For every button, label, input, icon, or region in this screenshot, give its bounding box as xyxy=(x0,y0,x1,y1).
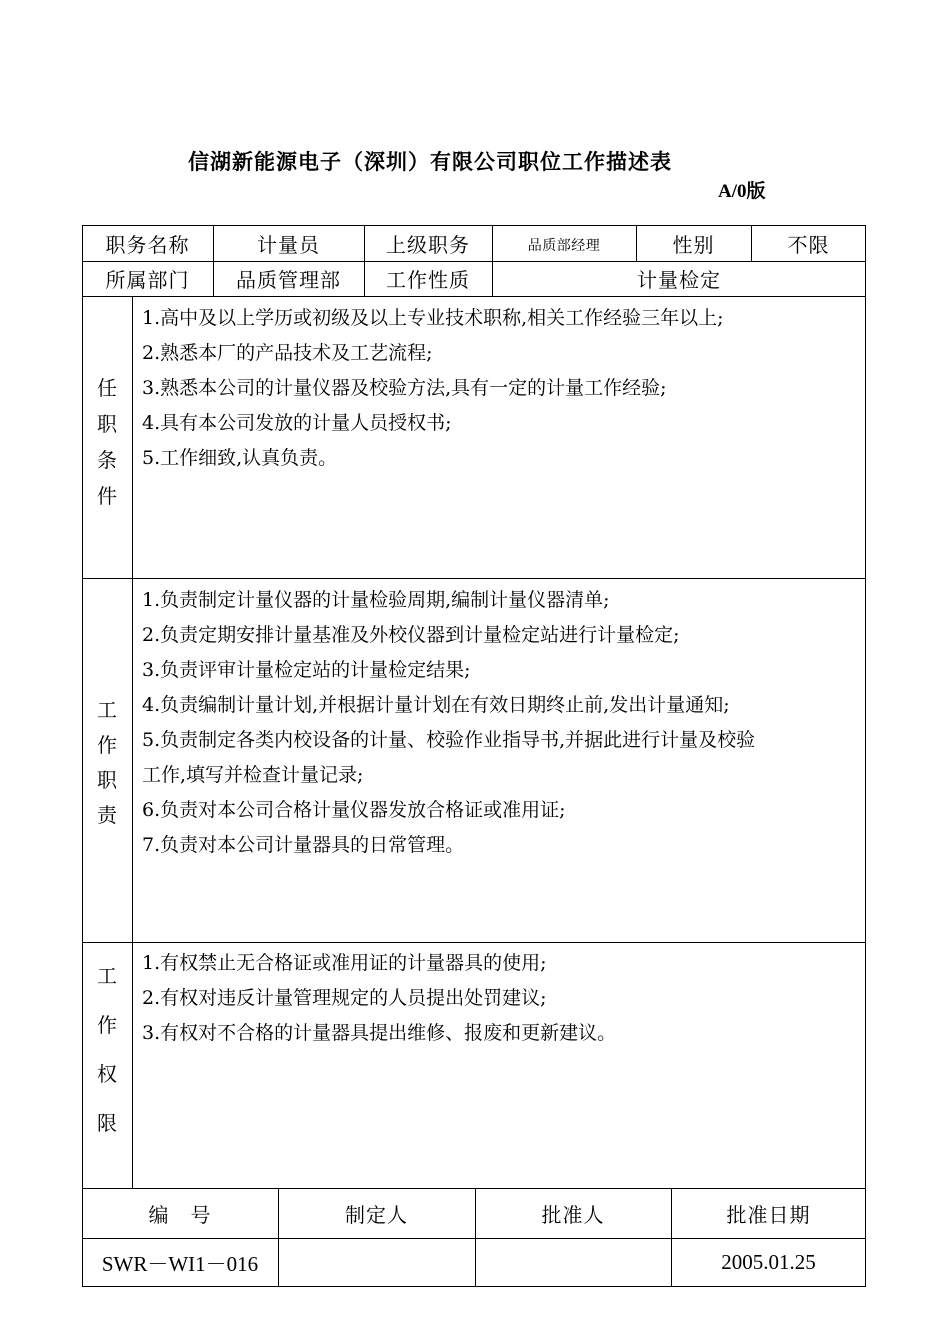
list-item: 4.负责编制计量计划,并根据计量计划在有效日期终止前,发出计量通知; xyxy=(142,694,730,716)
duties-list xyxy=(142,583,862,863)
author-value xyxy=(278,1238,475,1287)
list-item: 1.有权禁止无合格证或准用证的计量器具的使用; xyxy=(142,952,547,974)
work-nature-value: 计量检定 xyxy=(637,268,721,292)
approval-date-value: 2005.01.25 xyxy=(721,1250,816,1274)
col-divider xyxy=(132,296,133,1188)
approver-value xyxy=(475,1238,671,1287)
gender-label: 性别 xyxy=(672,232,715,257)
list-item: 1.高中及以上学历或初级及以上专业技术职称,相关工作经验三年以上; xyxy=(142,307,724,329)
version-label: A/0版 xyxy=(718,181,766,202)
superior-label: 上级职务 xyxy=(386,232,470,257)
list-item: 6.负责对本公司合格计量仪器发放合格证或准用证; xyxy=(142,799,566,821)
work-nature-label: 工作性质 xyxy=(386,268,470,292)
footer-header-approver: 批准人 xyxy=(541,1202,605,1227)
list-item: 5.工作细致,认真负责。 xyxy=(142,447,338,469)
list-item: 3.熟悉本公司的计量仪器及校验方法,具有一定的计量工作经验; xyxy=(142,377,667,399)
gender-value: 不限 xyxy=(787,232,830,257)
row-divider xyxy=(82,578,866,579)
authority-section-label: 工 作 权 限 xyxy=(97,964,117,1135)
department-label: 所属部门 xyxy=(105,268,190,292)
list-item: 4.具有本公司发放的计量人员授权书; xyxy=(142,412,452,434)
row-divider xyxy=(82,296,866,297)
list-item: 3.负责评审计量检定站的计量检定结果; xyxy=(142,659,471,681)
footer-header-approval-date: 批准日期 xyxy=(726,1202,811,1227)
list-item: 2.熟悉本厂的产品技术及工艺流程; xyxy=(142,342,433,364)
list-item: 5.负责制定各类内校设备的计量、校验作业指导书,并据此进行计量及校验 xyxy=(142,729,756,751)
list-item: 2.有权对违反计量管理规定的人员提出处罚建议; xyxy=(142,987,547,1009)
list-item: 2.负责定期安排计量基准及外校仪器到计量检定站进行计量检定; xyxy=(142,624,680,646)
department-value: 品质管理部 xyxy=(236,268,341,292)
list-item: 工作,填写并检查计量记录; xyxy=(142,764,364,786)
list-item: 3.有权对不合格的计量器具提出维修、报废和更新建议。 xyxy=(142,1022,617,1044)
qualifications-list xyxy=(142,301,862,476)
row-divider xyxy=(82,942,866,943)
authority-list xyxy=(142,946,862,1051)
superior-value: 品质部经理 xyxy=(527,238,601,254)
document-title: 信湖新能源电子（深圳）有限公司职位工作描述表 xyxy=(188,149,672,174)
footer-header-author: 制定人 xyxy=(345,1202,408,1227)
job-title-value: 计量员 xyxy=(257,232,320,257)
duties-section-label: 工 作 职 责 xyxy=(97,698,117,827)
document-number: SWR－WI1－016 xyxy=(101,1251,259,1276)
footer-header-number: 编 号 xyxy=(148,1202,212,1227)
job-title-label: 职务名称 xyxy=(105,232,190,257)
list-item: 1.负责制定计量仪器的计量检验周期,编制计量仪器清单; xyxy=(142,589,610,611)
list-item: 7.负责对本公司计量器具的日常管理。 xyxy=(142,834,465,856)
qualifications-section-label: 任 职 条 件 xyxy=(97,376,117,508)
